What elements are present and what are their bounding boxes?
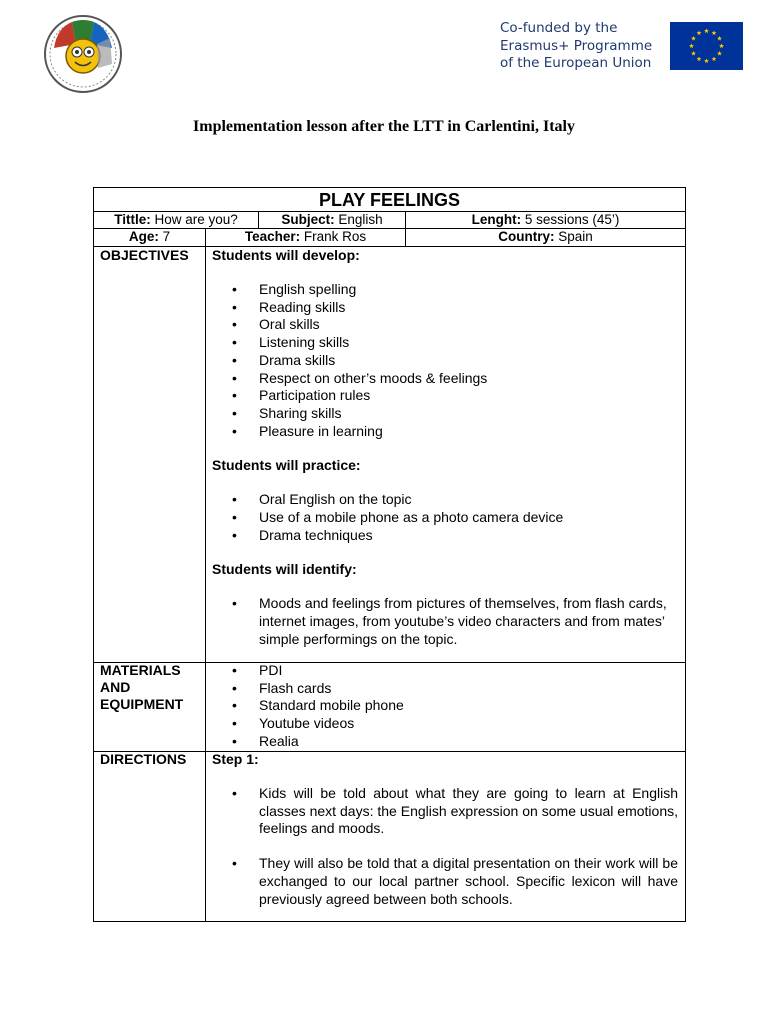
- teacher-label: Teacher:: [244, 229, 301, 244]
- step-heading: Step 1:: [212, 751, 259, 767]
- directions-list: [212, 785, 678, 908]
- list-item: • PDI: [212, 662, 678, 680]
- lesson-name-row: [94, 188, 685, 212]
- list-item: • Reading skills: [212, 299, 678, 317]
- length-cell: [405, 212, 685, 228]
- develop-heading: Students will develop:: [212, 247, 360, 263]
- list-item: • Participation rules: [212, 387, 678, 405]
- length-label: Lenght:: [471, 212, 522, 227]
- develop-list: [212, 281, 678, 440]
- info-row-1: [94, 212, 685, 229]
- title-value: How are you?: [150, 212, 238, 227]
- lesson-plan-table: [93, 187, 686, 922]
- lesson-name: PLAY FEELINGS: [318, 190, 461, 210]
- eu-text-line-3: of the European Union: [500, 55, 652, 71]
- list-item: • Respect on other’s moods & feelings: [212, 370, 678, 388]
- objectives-content: [212, 247, 678, 649]
- list-item: • English spelling: [212, 281, 678, 299]
- list-item: • Flash cards: [212, 680, 678, 698]
- list-item: • Oral English on the topic: [212, 491, 678, 509]
- age-cell: [94, 229, 205, 246]
- list-item: • Listening skills: [212, 334, 678, 352]
- country-value: Spain: [554, 229, 593, 244]
- list-item: • Sharing skills: [212, 405, 678, 423]
- school-logo: [42, 14, 124, 94]
- eu-text-line-2: Erasmus+ Programme: [500, 37, 653, 54]
- subject-cell: [258, 212, 405, 228]
- list-item: • Youtube videos: [212, 715, 678, 733]
- identify-list: [212, 595, 678, 648]
- list-item: • Drama techniques: [212, 527, 678, 545]
- materials-list: [212, 662, 678, 751]
- list-item: • Oral skills: [212, 316, 678, 334]
- list-item: • Moods and feelings from pictures of themselves, from flash cards, internet images, from youtube’s video characters and from mates’ simple performings on the topic.: [212, 595, 678, 648]
- identify-heading: Students will identify:: [212, 561, 357, 578]
- eu-text-line-1: Co-funded by the: [500, 20, 618, 36]
- subject-value: English: [334, 212, 383, 227]
- materials-label-line-3: EQUIPMENT: [100, 696, 184, 712]
- materials-label-line-2: AND: [100, 679, 131, 695]
- practice-list: [212, 491, 678, 544]
- list-item: • Kids will be told about what they are going to learn at English classes next days: the English expression on some usual emotions, feelings and moods.: [212, 785, 678, 838]
- materials-label: [100, 662, 183, 713]
- title-label: Tittle:: [114, 212, 151, 227]
- list-item: • Realia: [212, 733, 678, 751]
- list-item: • Drama skills: [212, 352, 678, 370]
- label-column-divider: [205, 247, 206, 922]
- list-item: • Pleasure in learning: [212, 423, 678, 441]
- info-row-2: [94, 229, 685, 247]
- list-item: • Use of a mobile phone as a photo camera device: [212, 509, 678, 527]
- eu-cofunding-text: [500, 20, 660, 73]
- teacher-cell: [205, 229, 405, 246]
- eu-flag-logo: [670, 22, 743, 70]
- directions-label: DIRECTIONS: [100, 751, 187, 767]
- objectives-label: OBJECTIVES: [100, 247, 189, 263]
- subject-label: Subject:: [281, 212, 335, 227]
- age-value: 7: [158, 229, 171, 244]
- document-title: Implementation lesson after the LTT in Carlentini, Italy: [193, 118, 575, 135]
- list-item: • Standard mobile phone: [212, 697, 678, 715]
- title-cell: [94, 212, 258, 228]
- list-item: • They will also be told that a digital presentation on their work will be exchanged to our local partner school. Specific lexicon will have previously agreed between both schools.: [212, 855, 678, 908]
- country-label: Country:: [498, 229, 555, 244]
- directions-content: [212, 751, 678, 908]
- materials-label-line-1: MATERIALS: [100, 662, 181, 678]
- age-label: Age:: [128, 229, 159, 244]
- materials-content: [212, 662, 678, 751]
- length-value: 5 sessions (45’): [521, 212, 620, 227]
- country-cell: [405, 229, 685, 246]
- teacher-value: Frank Ros: [300, 229, 367, 244]
- practice-heading: Students will practice:: [212, 457, 361, 474]
